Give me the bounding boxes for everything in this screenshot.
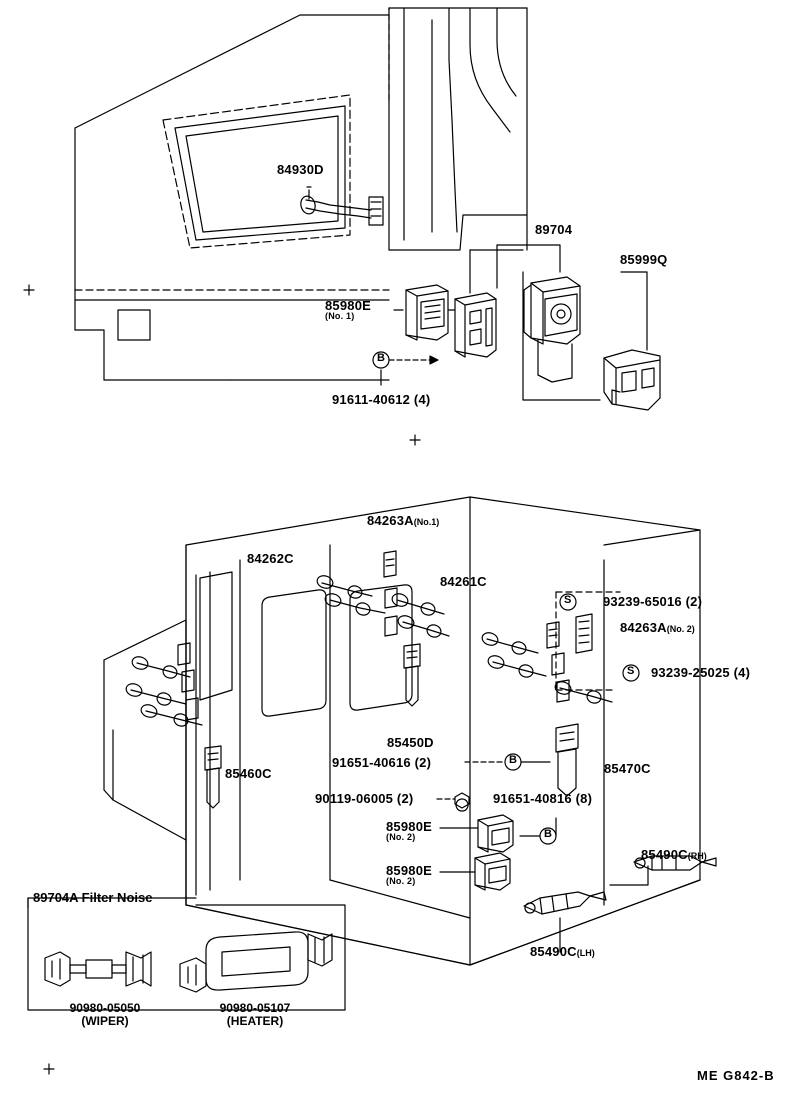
label-85980e-no1-note: (No. 1) xyxy=(325,311,355,321)
label-91651-40616: 91651-40616 (2) xyxy=(332,755,432,770)
upper-body-panel xyxy=(75,8,527,380)
label-85460c: 85460C xyxy=(225,766,272,781)
label-85980e-no2-lower-note: (No. 2) xyxy=(386,876,416,886)
label-85980e-no1 xyxy=(325,298,371,321)
label-85980e-no1-part: 85980E xyxy=(325,298,372,313)
cover-85999q xyxy=(604,350,660,410)
label-90119-06005: 90119-06005 (2) xyxy=(315,791,414,806)
switch-bracket-middle xyxy=(455,293,496,357)
label-85490c-lh-part: 85490C xyxy=(530,944,577,959)
label-85490c-lh-note: (LH) xyxy=(576,948,595,958)
filter-item-0-use: (WIPER) xyxy=(81,1014,129,1028)
callout-b-91651-40816: B xyxy=(544,828,553,840)
label-91611-40612: 91611-40612 (4) xyxy=(332,392,431,407)
label-85490c-rh-part: 85490C xyxy=(641,847,688,862)
label-84263a-no2-part: 84263A xyxy=(620,620,667,635)
callout-s-93239-25025: S xyxy=(627,665,635,677)
switch-85980e-no2-lower xyxy=(475,853,510,890)
label-84261c: 84261C xyxy=(440,574,487,589)
label-85490c-rh xyxy=(641,847,707,862)
label-84930d: 84930D xyxy=(277,162,324,177)
filter-item-1-use: (HEATER) xyxy=(226,1014,284,1028)
filter-item-1 xyxy=(185,1002,325,1028)
harness-84262c xyxy=(316,551,397,636)
harness-left-inner xyxy=(125,643,202,728)
filter-item-0-part: 90980-05050 xyxy=(69,1001,141,1015)
motor-85460c xyxy=(205,746,221,808)
label-84263a-no1 xyxy=(367,513,439,528)
filter-heater-assembly xyxy=(180,932,332,992)
label-84263a-no1-part: 84263A xyxy=(367,513,414,528)
label-84262c: 84262C xyxy=(247,551,294,566)
nozzle-85490c-lh xyxy=(524,892,606,914)
label-85980e-no2-lower xyxy=(386,863,432,886)
motor-85470c xyxy=(556,724,578,796)
harness-84261c xyxy=(391,592,449,639)
label-85980e-no2-lower-part: 85980E xyxy=(386,863,433,878)
label-85980e-no2-upper-note: (No. 2) xyxy=(386,832,416,842)
label-84263a-no2-note: (No. 2) xyxy=(666,624,695,634)
filter-item-0 xyxy=(40,1002,170,1028)
switch-85980e-no2-upper xyxy=(478,815,513,852)
label-84263a-no1-note: (No.1) xyxy=(413,517,440,527)
switch-89704 xyxy=(524,277,580,382)
callout-b-91611: B xyxy=(377,352,386,364)
label-85450d: 85450D xyxy=(387,735,434,750)
label-93239-65016: 93239-65016 (2) xyxy=(603,594,703,609)
harness-right-cluster xyxy=(481,614,612,705)
filter-noise-box xyxy=(28,898,345,1010)
switch-85980e-no1 xyxy=(406,285,448,340)
filter-item-1-part: 90980-05107 xyxy=(219,1001,291,1015)
label-85490c-lh xyxy=(530,944,595,959)
label-91651-40816: 91651-40816 (8) xyxy=(493,791,593,806)
sheet-code: ME G842-B xyxy=(697,1068,775,1083)
label-85999q: 85999Q xyxy=(620,252,668,267)
filter-noise-title: 89704A Filter Noise xyxy=(33,890,153,905)
filter-wiper-assembly xyxy=(45,952,151,986)
label-85980e-no2-upper xyxy=(386,819,432,842)
callout-b-91651-40616: B xyxy=(509,754,518,766)
label-84263a-no2 xyxy=(620,620,695,635)
label-85980e-no2-upper-part: 85980E xyxy=(386,819,433,834)
label-85470c: 85470C xyxy=(604,761,651,776)
label-93239-25025: 93239-25025 (4) xyxy=(651,665,751,680)
label-89704: 89704 xyxy=(535,222,573,237)
label-85490c-rh-note: (RH) xyxy=(687,851,707,861)
callout-s-93239-65016: S xyxy=(564,594,572,606)
